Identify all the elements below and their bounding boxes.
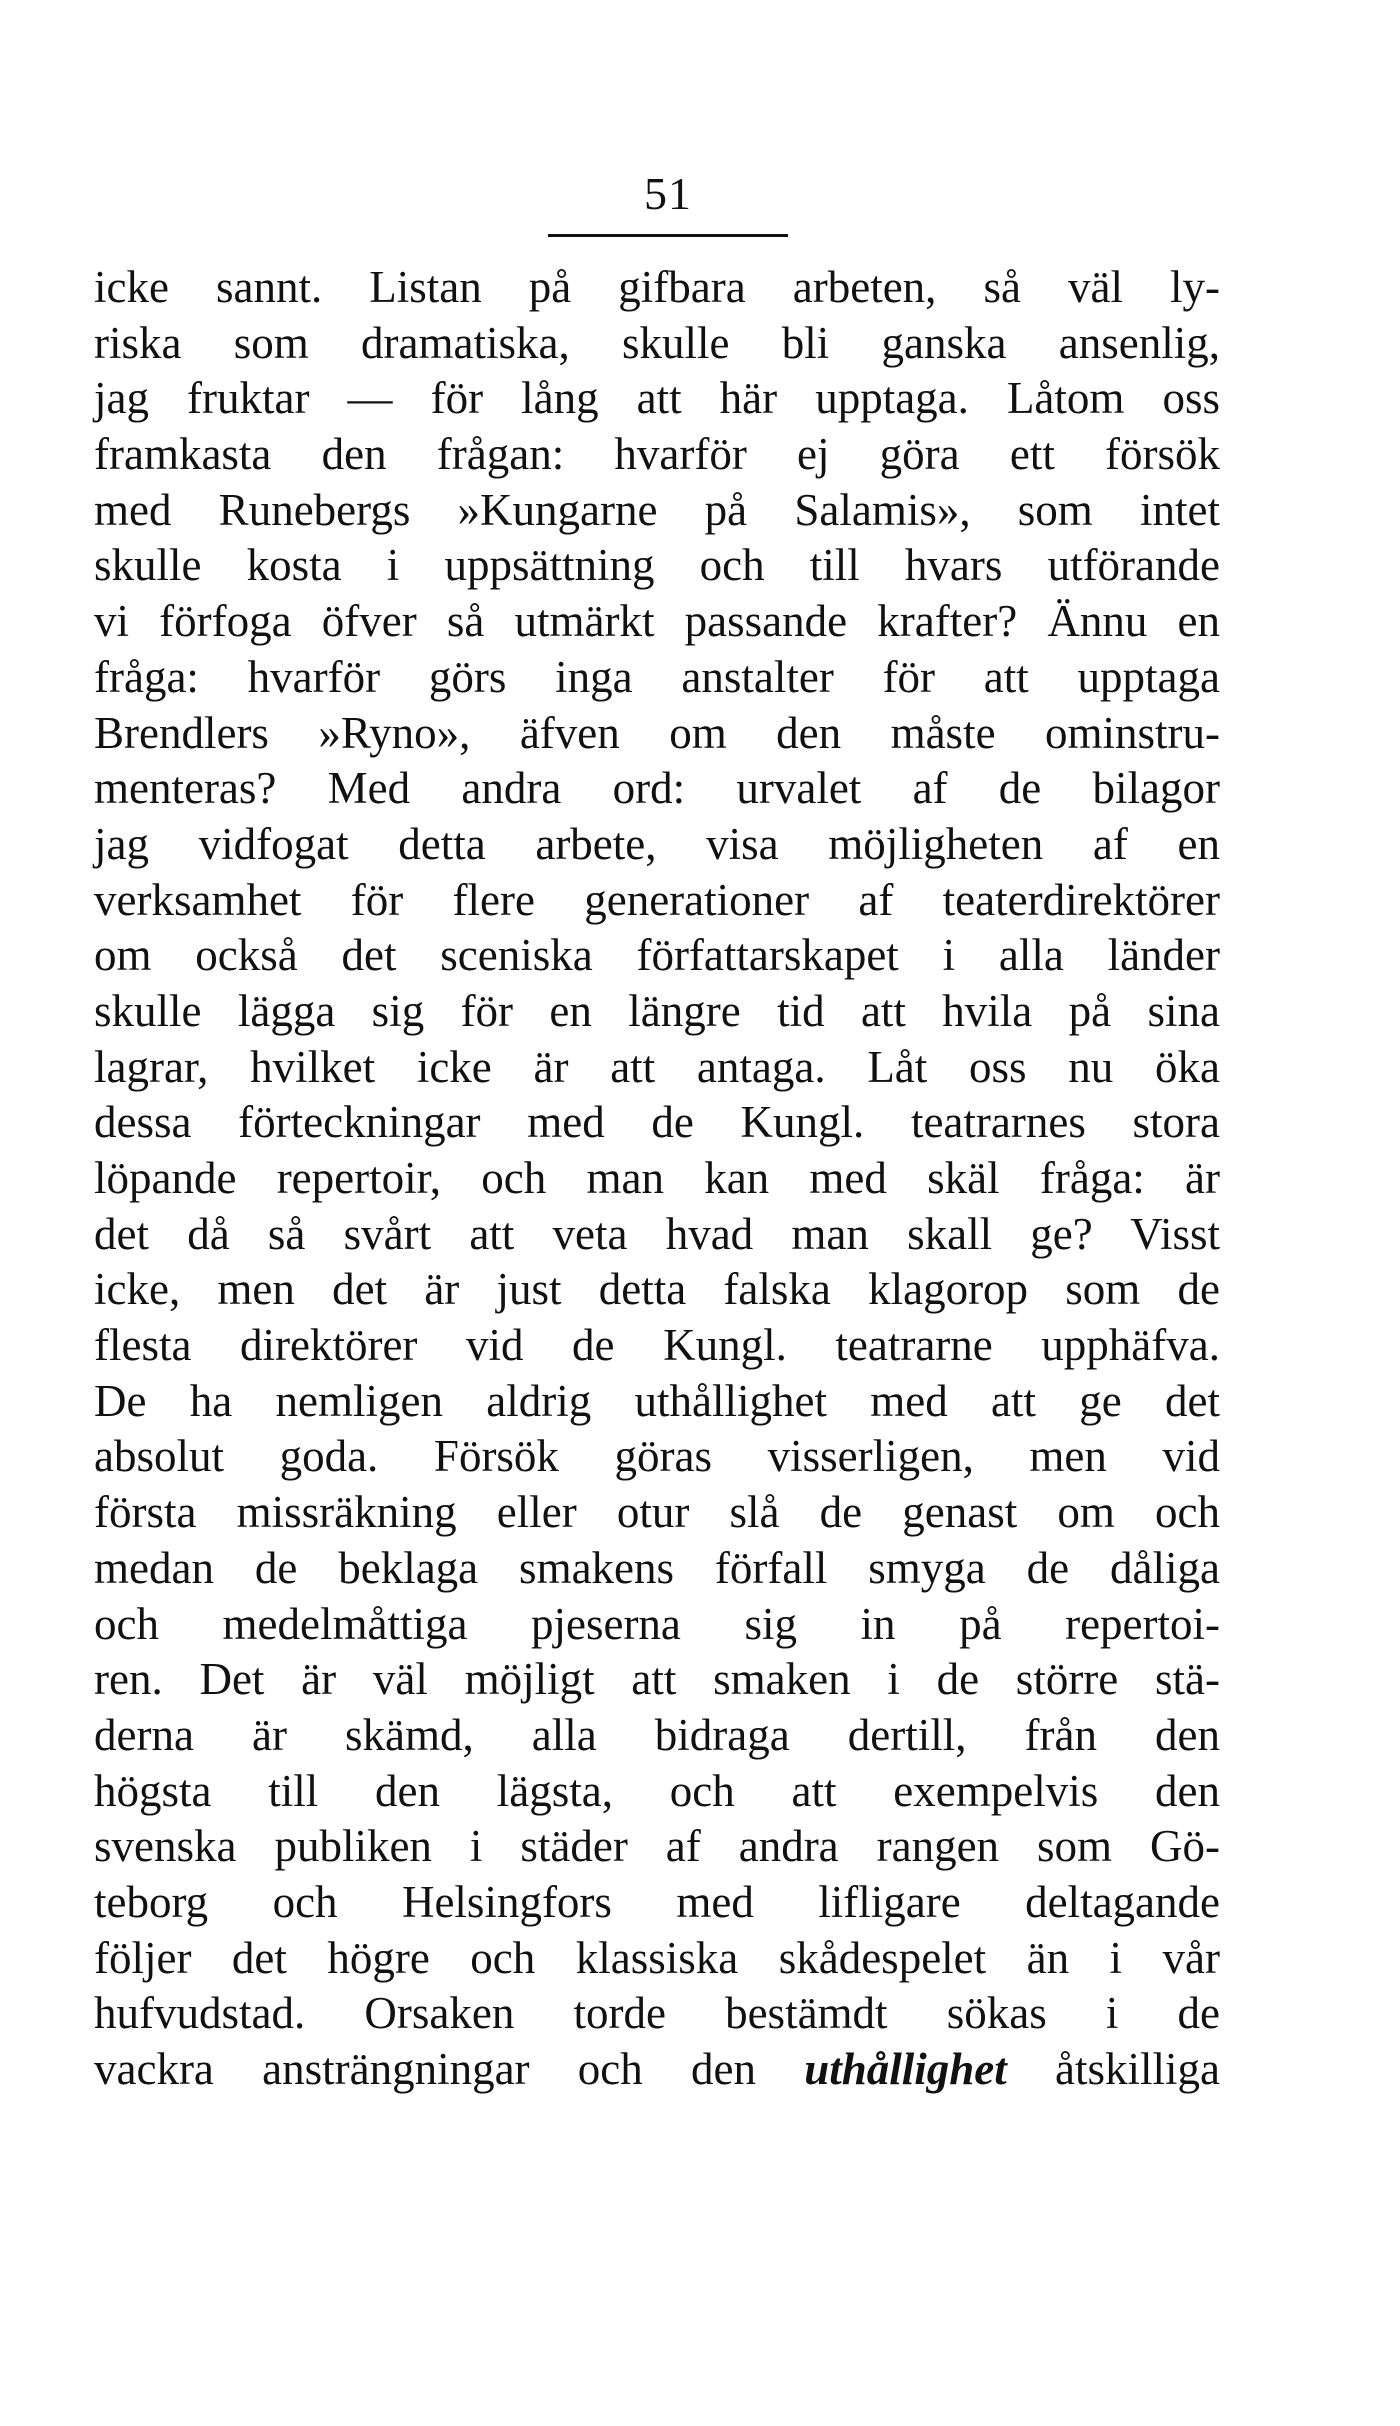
text-line: absolut goda. Försök göras visserligen, men vid [94,1431,1220,1482]
text-line: följer det högre och klassiska skådespelet än i vår [94,1932,1220,1983]
text-line: verksamhet för flere generationer af teaterdirektörer [94,874,1220,925]
text-line: med Runebergs »Kungarne på Salamis», som intet [94,484,1220,535]
text-line: dessa förteckningar med de Kungl. teatrarnes stora [94,1097,1220,1148]
text-line: ren. Det är väl möjligt att smaken i de större stä- [94,1654,1220,1705]
text-line: om också det sceniska författarskapet i alla länder [94,930,1220,981]
text-line: menteras? Med andra ord: urvalet af de bilagor [94,763,1220,814]
text-line: första missräkning eller otur slå de genast om och [94,1487,1220,1538]
header-rule [548,234,788,237]
text-line: lagrar, hvilket icke är att antaga. Låt oss nu öka [94,1041,1220,1092]
text-line: jag fruktar — för lång att här upptaga. Låtom oss [94,373,1220,424]
final-line-end: åtskilliga [1055,2044,1220,2094]
text-line: löpande repertoir, och man kan med skäl fråga: är [94,1153,1220,1203]
text-line: De ha nemligen aldrig uthållighet med att ge det [94,1375,1220,1426]
text-line: hufvudstad. Orsaken torde bestämdt sökas i de [94,1988,1220,2039]
text-line: framkasta den frågan: hvarför ej göra ett försök [94,429,1220,480]
final-line-start: vackra ansträngningar och den [94,2044,756,2094]
text-line: derna är skämd, alla bidraga dertill, från den [94,1709,1220,1760]
text-line: icke sannt. Listan på gifbara arbeten, så väl ly- [94,262,1220,312]
text-line: högsta till den lägsta, och att exempelvis den [94,1765,1220,1816]
page-number: 51 [644,168,692,219]
text-line: riska som dramatiska, skulle bli ganska ansenlig, [94,317,1220,368]
text-line: det då så svårt att veta hvad man skall ge? Visst [94,1208,1220,1259]
text-line: fråga: hvarför görs inga anstalter för att upptaga [94,651,1220,702]
text-line: icke, men det är just detta falska klagorop som de [94,1264,1220,1315]
text-line: skulle kosta i uppsättning och till hvars utförande [94,540,1220,591]
text-line: medan de beklaga smakens förfall smyga de dåliga [94,1542,1220,1593]
text-line: svenska publiken i städer af andra rangen som Gö- [94,1821,1220,1872]
emphasized-word: uthållighet [804,2044,1007,2094]
text-line: jag vidfogat detta arbete, visa möjligheten af en [94,818,1220,869]
text-line: teborg och Helsingfors med lifligare deltagande [94,1876,1220,1927]
text-line: och medelmåttiga pjeserna sig in på repertoi- [94,1598,1220,1649]
text-line: Brendlers »Ryno», äfven om den måste ominstru- [94,707,1220,758]
text-line: vi förfoga öfver så utmärkt passande krafter? Ännu en [94,596,1220,647]
text-line: flesta direktörer vid de Kungl. teatrarne upphäfva. [94,1320,1220,1371]
text-line: skulle lägga sig för en längre tid att hvila på sina [94,985,1220,1036]
text-line-final [94,2042,1220,2098]
body-text [94,260,1220,2098]
